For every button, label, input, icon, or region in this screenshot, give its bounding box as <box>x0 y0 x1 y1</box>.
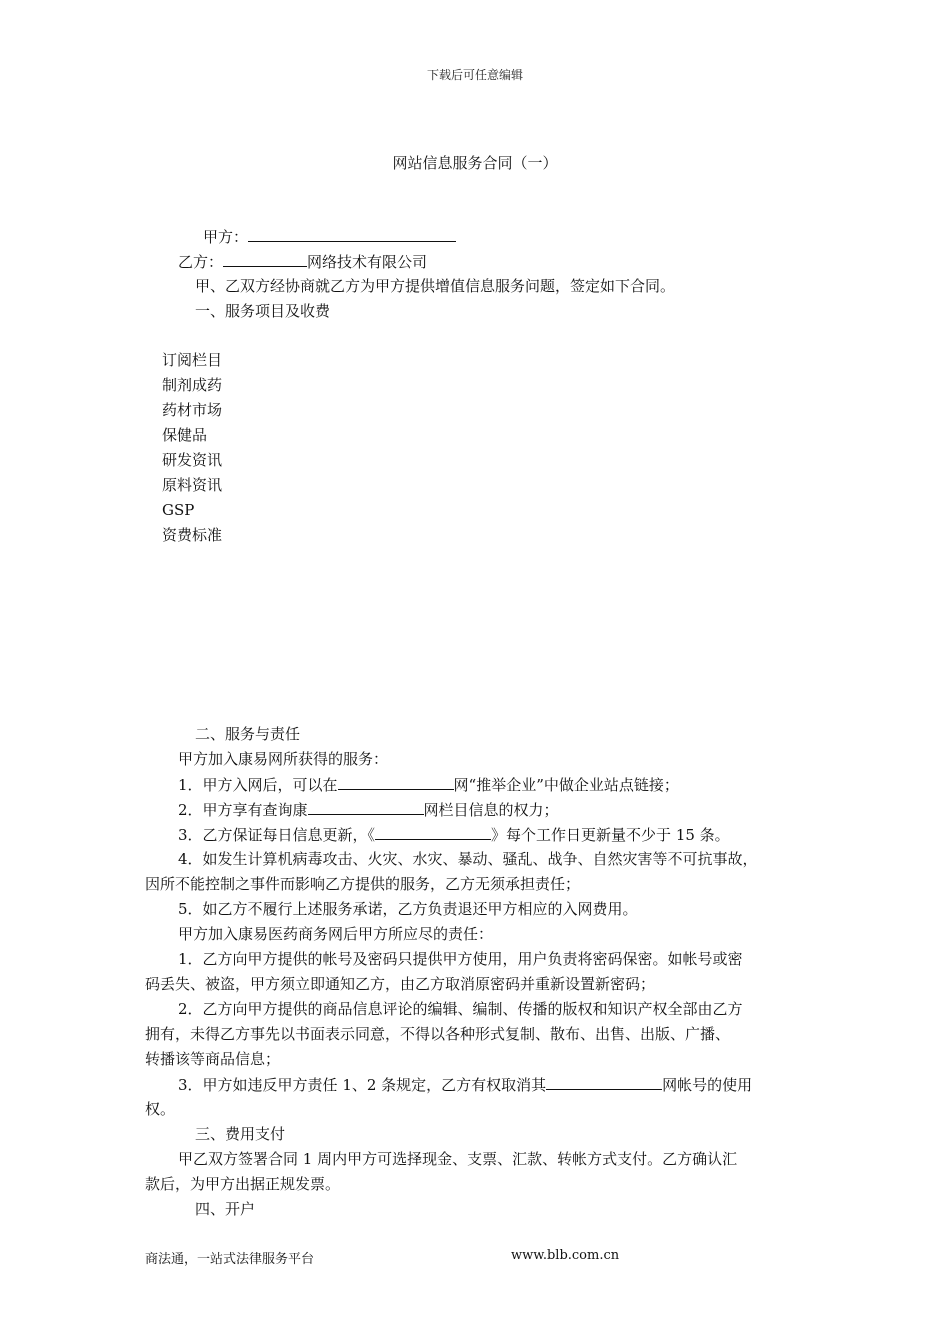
clause-text: 2．甲方享有查询康 <box>178 801 308 819</box>
party-b-blank <box>223 251 307 267</box>
section-1-title: 一、服务项目及收费 <box>195 302 331 320</box>
service-item: 药材市场 <box>162 401 223 419</box>
service-item: GSP <box>162 501 195 519</box>
party-a-blank <box>248 226 456 242</box>
clause-blank <box>546 1074 662 1090</box>
responsibility-intro: 甲方加入康易医药商务网后甲方所应尽的责任： <box>178 925 494 943</box>
section-4-title: 四、开户 <box>195 1200 256 1218</box>
service-item: 订阅栏目 <box>162 351 223 369</box>
footer-url: www.blb.com.cn <box>511 1248 620 1263</box>
responsibility-3-line-2: 权。 <box>145 1100 176 1118</box>
service-item: 制剂成药 <box>162 376 223 394</box>
service-item: 保健品 <box>162 426 208 444</box>
clause-blank <box>308 799 424 815</box>
service-item: 资费标准 <box>162 526 223 544</box>
service-clause-5: 5．如乙方不履行上述服务承诺，乙方负责退还甲方相应的入网费用。 <box>178 900 638 918</box>
clause-text: 3．乙方保证每日信息更新，《 <box>178 826 376 844</box>
party-a-line <box>203 226 456 247</box>
service-item: 研发资讯 <box>162 451 223 469</box>
clause-text: 网“推举企业”中做企业站点链接； <box>453 776 679 794</box>
party-b-line <box>178 251 427 272</box>
clause-text: 3．甲方如违反甲方责任 1、2 条规定，乙方有权取消其 <box>178 1076 547 1094</box>
clause-text: 》每个工作日更新量不少于 15 条。 <box>491 826 730 844</box>
party-b-company: 网络技术有限公司 <box>307 253 428 271</box>
party-b-label: 乙方： <box>178 253 224 271</box>
clause-text: 网帐号的使用 <box>662 1076 753 1094</box>
clause-blank <box>375 824 491 840</box>
service-item: 原料资讯 <box>162 476 223 494</box>
service-clause-3 <box>178 824 730 845</box>
services-intro: 甲方加入康易网所获得的服务： <box>178 750 389 768</box>
footer-brand: 商法通，一站式法律服务平台 <box>145 1252 315 1267</box>
clause-text: 网栏目信息的权力； <box>423 801 559 819</box>
party-a-label: 甲方： <box>203 228 249 246</box>
responsibility-2-line-1: 2．乙方向甲方提供的商品信息评论的编辑、编制、传播的版权和知识产权全部由乙方 <box>178 1000 743 1018</box>
service-clause-2 <box>178 799 559 820</box>
payment-line-2: 款后，为甲方出据正规发票。 <box>145 1175 341 1193</box>
service-clause-4-line-2: 因所不能控制之事件而影响乙方提供的服务，乙方无须承担责任； <box>145 875 581 893</box>
header-note: 下载后可任意编辑 <box>426 68 523 82</box>
responsibility-2-line-2: 拥有，未得乙方事先以书面表示同意，不得以各种形式复制、散布、出售、出版、广播、 <box>145 1025 731 1043</box>
intro-paragraph: 甲、乙双方经协商就乙方为甲方提供增值信息服务问题，签定如下合同。 <box>195 277 676 295</box>
document-title: 网站信息服务合同（一） <box>392 154 558 172</box>
service-clause-1 <box>178 774 679 795</box>
clause-text: 1．甲方入网后，可以在 <box>178 776 338 794</box>
payment-line-1: 甲乙双方签署合同 1 周内甲方可选择现金、支票、汇款、转帐方式支付。乙方确认汇 <box>178 1150 738 1168</box>
clause-blank <box>338 774 454 790</box>
section-3-title: 三、费用支付 <box>195 1125 286 1143</box>
responsibility-2-line-3: 转播该等商品信息； <box>145 1050 281 1068</box>
responsibility-1-line-2: 码丢失、被盗，甲方须立即通知乙方，由乙方取消原密码并重新设置新密码； <box>145 975 656 993</box>
responsibility-1-line-1: 1．乙方向甲方提供的帐号及密码只提供甲方使用，用户负责将密码保密。如帐号或密 <box>178 950 743 968</box>
section-2-title: 二、服务与责任 <box>195 725 301 743</box>
service-clause-4-line-1: 4．如发生计算机病毒攻击、火灾、水灾、暴动、骚乱、战争、自然灾害等不可抗事故， <box>178 850 758 868</box>
responsibility-3-line-1 <box>178 1074 752 1095</box>
